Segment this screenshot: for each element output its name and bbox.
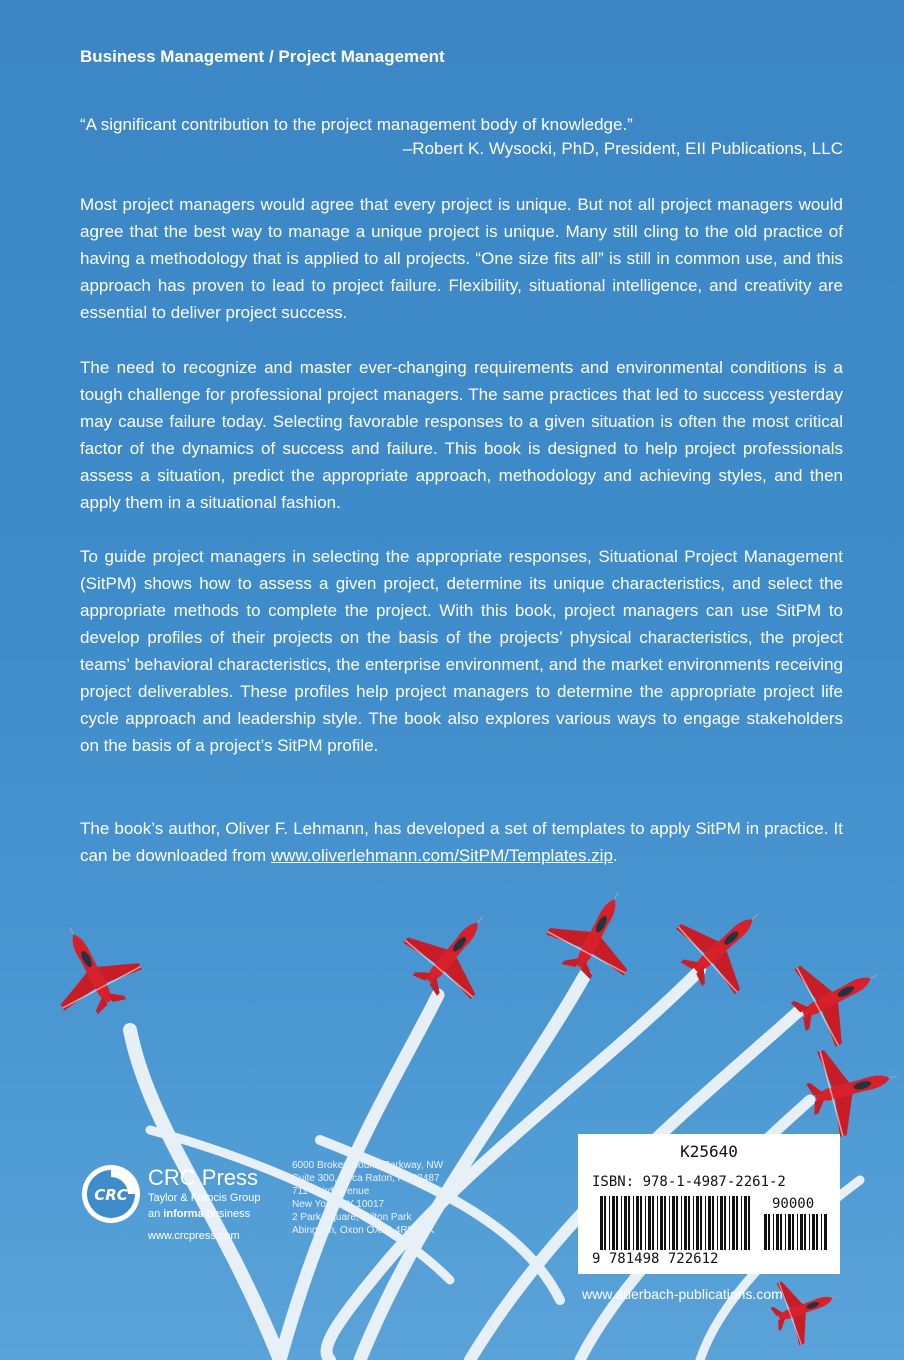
ean-barcode	[600, 1196, 754, 1250]
publisher-block	[148, 1166, 260, 1222]
publisher-website[interactable]: www.crcpress.com	[148, 1230, 240, 1242]
barcode-bar	[672, 1196, 675, 1250]
barcode-bar	[768, 1214, 770, 1250]
description-paragraph-1: Most project managers would agree that every project is unique. But not all project managers would agree that the best way to manage a unique project is unique. Many still cling to the old practice of having a methodology that is applied to all projects. “One size fits all” is still in common use, and this approach has proven to lead to project failure. Flexibility, situational intelligence, and creativity are essential to deliver project success.	[80, 195, 843, 322]
barcode-bar	[705, 1196, 706, 1250]
book-code: K25640	[680, 1142, 738, 1161]
barcode-bar	[804, 1214, 806, 1250]
address-line: Suite 300, Boca Raton, FL 33487	[292, 1173, 440, 1184]
barcode-bar	[612, 1196, 615, 1250]
address-line: 6000 Broken Sound Parkway, NW	[292, 1160, 444, 1171]
barcode-bar	[708, 1196, 711, 1250]
addon-barcode	[764, 1214, 830, 1250]
publisher-name: CRC Press	[148, 1165, 259, 1190]
barcode-bar	[792, 1214, 794, 1250]
barcode-bar	[824, 1214, 827, 1250]
templates-paragraph	[80, 815, 843, 869]
address-line: 711 Third Avenue	[292, 1186, 370, 1197]
red-jet	[799, 1034, 904, 1142]
barcode-bar	[776, 1214, 779, 1250]
barcode-bar	[720, 1196, 723, 1250]
barcode-bar	[712, 1196, 714, 1250]
templates-link[interactable]: www.oliverlehmann.com/SitPM/Templates.zip	[270, 846, 613, 865]
barcode-bar	[764, 1214, 767, 1250]
barcode-bar	[621, 1196, 622, 1250]
price-code: 90000	[772, 1196, 815, 1212]
barcode-bar	[652, 1196, 654, 1250]
barcode-bar	[645, 1196, 646, 1250]
category-label: Business Management / Project Management	[80, 47, 445, 66]
barcode-bar	[640, 1196, 642, 1250]
barcode-bar	[717, 1196, 718, 1250]
endorsement-quote	[80, 113, 843, 161]
barcode-bar	[744, 1196, 747, 1250]
red-jet	[763, 1265, 849, 1350]
barcode-bar	[604, 1196, 606, 1250]
barcode-bar	[729, 1196, 730, 1250]
barcode-bar	[809, 1214, 810, 1250]
barcode-bar	[788, 1214, 791, 1250]
isbn-barcode-panel	[578, 1134, 840, 1274]
barcode-bar	[624, 1196, 627, 1250]
barcode-bar	[816, 1214, 818, 1250]
red-jet	[778, 936, 899, 1056]
barcode-bar	[773, 1214, 774, 1250]
publisher-group: Taylor & Francis Group	[148, 1192, 261, 1204]
svg-text:CRC: CRC	[94, 1186, 128, 1204]
red-jet	[537, 880, 657, 992]
quote-text: “A significant contribution to the project management body of knowledge.”	[80, 115, 633, 134]
barcode-bar	[688, 1196, 690, 1250]
barcode-bar	[609, 1196, 610, 1250]
description-paragraph-3: To guide project managers in selecting the appropriate responses, Situational Project Management (SitPM) shows how to assess a given project, determine its unique characteristics, and select the appropriate methods to complete the project. With this book, project managers can use SitPM to develop profiles of their projects on the basis of the projects’ physical characteristics, the project teams’ behavioral characteristics, the enterprise environment, and the market environments receiving project deliverables. These profiles help project managers to determine the appropriate project life cycle approach and leadership style. The book also explores various ways to engage stakeholders on the basis of a project’s SitPM profile.	[80, 547, 843, 755]
red-jet	[31, 907, 151, 1028]
barcode-bar	[696, 1196, 699, 1250]
barcode-bar	[681, 1196, 682, 1250]
barcode-bar	[724, 1196, 726, 1250]
barcode-bar	[628, 1196, 630, 1250]
barcode-bar	[684, 1196, 687, 1250]
barcode-bar	[732, 1196, 735, 1250]
barcode-bar	[736, 1196, 738, 1250]
barcode-bar	[676, 1196, 678, 1250]
barcode-bar	[616, 1196, 618, 1250]
address-line: 2 Park Square, Milton Park	[292, 1212, 412, 1223]
barcode-bar	[636, 1196, 639, 1250]
barcode-bar	[800, 1214, 803, 1250]
crc-logo-icon	[80, 1163, 142, 1225]
isbn-text: ISBN: 978-1-4987-2261-2	[592, 1174, 786, 1190]
barcode-bar	[657, 1196, 658, 1250]
barcode-bar	[648, 1196, 651, 1250]
barcode-bar	[741, 1196, 742, 1250]
barcode-bar	[780, 1214, 782, 1250]
barcode-bar	[600, 1196, 603, 1250]
barcode-bar	[693, 1196, 694, 1250]
address-line: Abingdon, Oxon OX14 4RN, UK	[292, 1225, 435, 1236]
barcode-bar	[660, 1196, 663, 1250]
templates-text: The book’s author, Oliver F. Lehmann, has developed a set of templates to apply SitPM in practice. It can be downloaded from	[80, 819, 843, 865]
barcode-bar	[633, 1196, 634, 1250]
quote-attribution: –Robert K. Wysocki, PhD, President, EII Publications, LLC	[402, 139, 843, 158]
publisher-business: an informa business	[148, 1208, 251, 1220]
templates-period: .	[612, 846, 618, 865]
description-paragraph-2: The need to recognize and master ever-changing requirements and environmental conditions is a tough challenge for professional project managers. The same practices that led to success yesterday may cause failure today. Selecting favorable responses to a given situation is often the most critical factor of the dynamics of success and failure. This book is designed to help project professionals assess a situation, predict the appropriate approach, methodology and achieving styles, and then apply them in a situational fashion.	[80, 358, 843, 512]
address-line: New York, NY 10017	[292, 1199, 385, 1210]
barcode-bar	[812, 1214, 815, 1250]
barcode-bar	[700, 1196, 702, 1250]
publisher-addresses	[292, 1159, 443, 1237]
barcode-bar	[785, 1214, 786, 1250]
barcode-bar	[821, 1214, 822, 1250]
ean-number: 9 781498 722612	[592, 1251, 719, 1267]
barcode-bar	[797, 1214, 798, 1250]
imprint-website[interactable]: www.auerbach-publications.com	[582, 1286, 783, 1302]
barcode-bar	[664, 1196, 666, 1250]
barcode-bar	[748, 1196, 750, 1250]
red-jet	[391, 888, 516, 1014]
barcode-bar	[669, 1196, 670, 1250]
